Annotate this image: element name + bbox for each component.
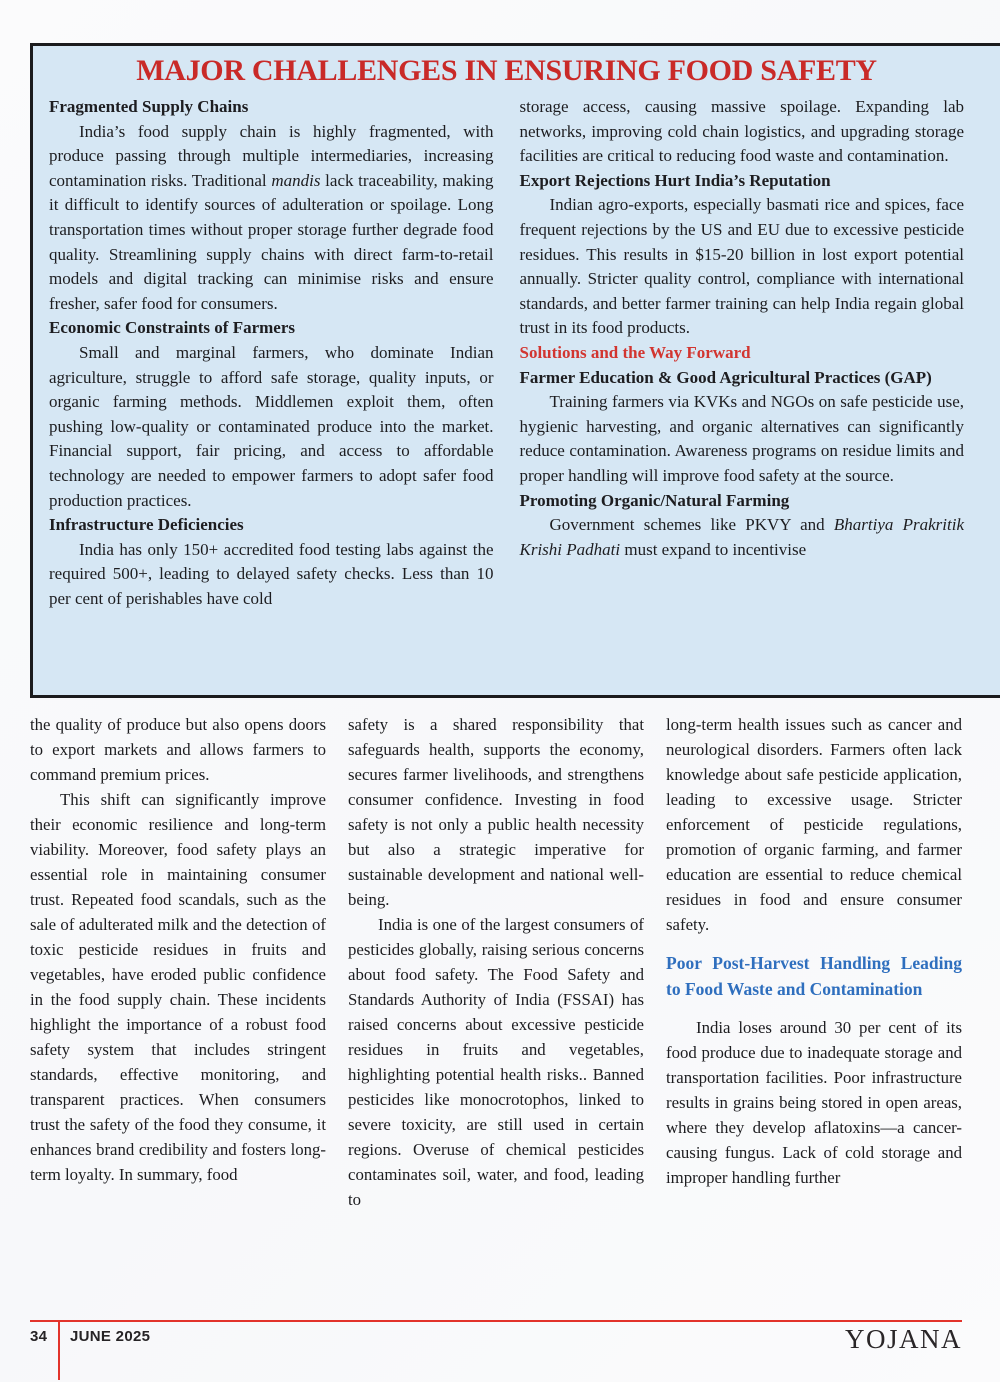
- footer-divider: [58, 1320, 60, 1380]
- para-food-losses: India loses around 30 per cent of its food produce due to inadequate storage and transportation facilities. Poor infrastructure results in grains being stored in open areas, where they develop aflatoxins—a cancer-causing fungus. Lack of cold storage and improper handling further: [666, 1018, 962, 1187]
- para-text: India’s food supply chain is highly fragmented, with produce passing through multiple intermediaries, increasing contamination risks. Traditional: [49, 121, 494, 190]
- footer-rule: [30, 1320, 962, 1322]
- para-infrastructure-continued: storage access, causing massive spoilage. Expanding lab networks, improving cold chain logistics, and upgrading storage facilities are critical to reducing food waste and contamination.: [519, 97, 964, 166]
- heading-poor-post-harvest: Poor Post-Harvest Handling Leading to Food Waste and Contamination: [666, 953, 962, 999]
- page-number: 34: [30, 1328, 48, 1345]
- para-promoting-organic: [520, 513, 965, 562]
- para-farmer-education: Training farmers via KVKs and NGOs on safe pesticide use, hygienic harvesting, and organic alternatives can significantly reduce contamination. Awareness programs on residue limits and proper handling will improve food safety at the source.: [519, 392, 964, 485]
- para-pesticide-consumers: India is one of the largest consumers of pesticides globally, raising serious concerns about food safety. The Food Safety and Standards Authority of India (FSSAI) has raised concerns about excessive pesticide residues in fruits and vegetables, highlighting potential health risks.. Banned pesticides like monocrotophos, linked to severe toxicity, are still used in certain regions. Overuse of chemical pesticides contaminates soil, water, and food, leading to: [348, 915, 644, 1209]
- italic-term-bhartiya-prakritik: Bhartiya Prakritik Krishi Padhati: [519, 515, 964, 559]
- heading-fragmented-supply-chains: Fragmented Supply Chains: [49, 97, 249, 116]
- box-columns: [49, 95, 964, 611]
- heading-infrastructure-deficiencies: Infrastructure Deficiencies: [49, 515, 244, 535]
- para-export-rejections: Indian agro-exports, especially basmati rice and spices, face frequent rejections by the US and EU due to excessive pesticide residues. This results in $15-20 billion in lost export potential annually. Stricter quality control, compliance with international standards, and better farmer training can help India regain global trust in its food products.: [519, 195, 964, 338]
- body-column-2: [348, 712, 644, 1212]
- heading-solutions-way-forward: Solutions and the Way Forward: [519, 342, 751, 362]
- heading-promoting-organic-farming: Promoting Organic/Natural Farming: [519, 490, 790, 510]
- para-long-term-health: long-term health issues such as cancer and neurological disorders. Farmers often lack knowledge about safe pesticide application, leading to excessive usage. Stricter enforcement of pesticide regulations, promotion of organic farming, and farmer education are essential to reduce chemical residues in food and ensure consumer safety.: [666, 715, 962, 934]
- body-column-3: [666, 712, 962, 1212]
- para-quality-of-produce: the quality of produce but also opens doors to export markets and allows farmers to command premium prices.: [30, 715, 326, 784]
- box-column-right: [520, 95, 965, 611]
- article-title: MAJOR CHALLENGES IN ENSURING FOOD SAFETY: [136, 54, 877, 87]
- para-text: must expand to incentivise: [620, 539, 807, 559]
- heading-farmer-education-gap: Farmer Education & Good Agricultural Practices (GAP): [519, 367, 932, 387]
- body-columns: [30, 712, 962, 1212]
- issue-date: JUNE 2025: [70, 1328, 151, 1345]
- para-text: lack traceability, making it difficult to identify sources of adulteration or spoilage. Long transportation times without proper storage further degrade food quality. Streamlining supply chains with direct farm-to-retail models and digital tracking can minimise risks and ensure fresher, safer food for consumers.: [49, 170, 494, 313]
- para-fragmented-supply-chains: [49, 120, 494, 317]
- para-shared-responsibility: safety is a shared responsibility that safeguards health, supports the economy, secures farmer livelihoods, and strengthens consumer confidence. Investing in food safety is not only a public health necessity but also a strategic imperative for sustainable development and national well-being.: [348, 715, 644, 909]
- page-footer: [30, 1320, 962, 1354]
- para-infrastructure-deficiencies: India has only 150+ accredited food testing labs against the required 500+, leading to delayed safety checks. Less than 10 per cent of perishables have cold: [49, 539, 494, 608]
- magazine-name: YOJANA: [845, 1324, 962, 1354]
- italic-term-mandis: mandis: [271, 170, 321, 190]
- para-this-shift: This shift can significantly improve their economic resilience and long-term viability. Moreover, food safety plays an essential role in maintaining consumer trust. Repeated food scandals, such as the sale of adulterated milk and the detection of toxic pesticide residues in fruits and vegetables, have eroded public confidence in the food supply chain. These incidents highlight the importance of a robust food safety system that includes stringent standards, effective monitoring, and transparent practices. When consumers trust the safety of the food they consume, it enhances brand credibility and fosters long-term loyalty. In summary, food: [30, 790, 326, 1184]
- heading-economic-constraints: Economic Constraints of Farmers: [49, 318, 295, 338]
- para-economic-constraints: Small and marginal farmers, who dominate Indian agriculture, struggle to afford safe storage, quality inputs, or organic farming methods. Middlemen exploit them, often pushing low-quality or contaminated produce into the market. Financial support, fair pricing, and access to affordable technology are needed to empower farmers to adopt safer food production practices.: [49, 342, 494, 510]
- heading-export-rejections: Export Rejections Hurt India’s Reputation: [519, 170, 831, 190]
- box-column-left: [49, 95, 494, 611]
- challenges-box: [30, 43, 1000, 698]
- para-text: Government schemes like PKVY and: [549, 515, 834, 535]
- body-column-1: [30, 712, 326, 1212]
